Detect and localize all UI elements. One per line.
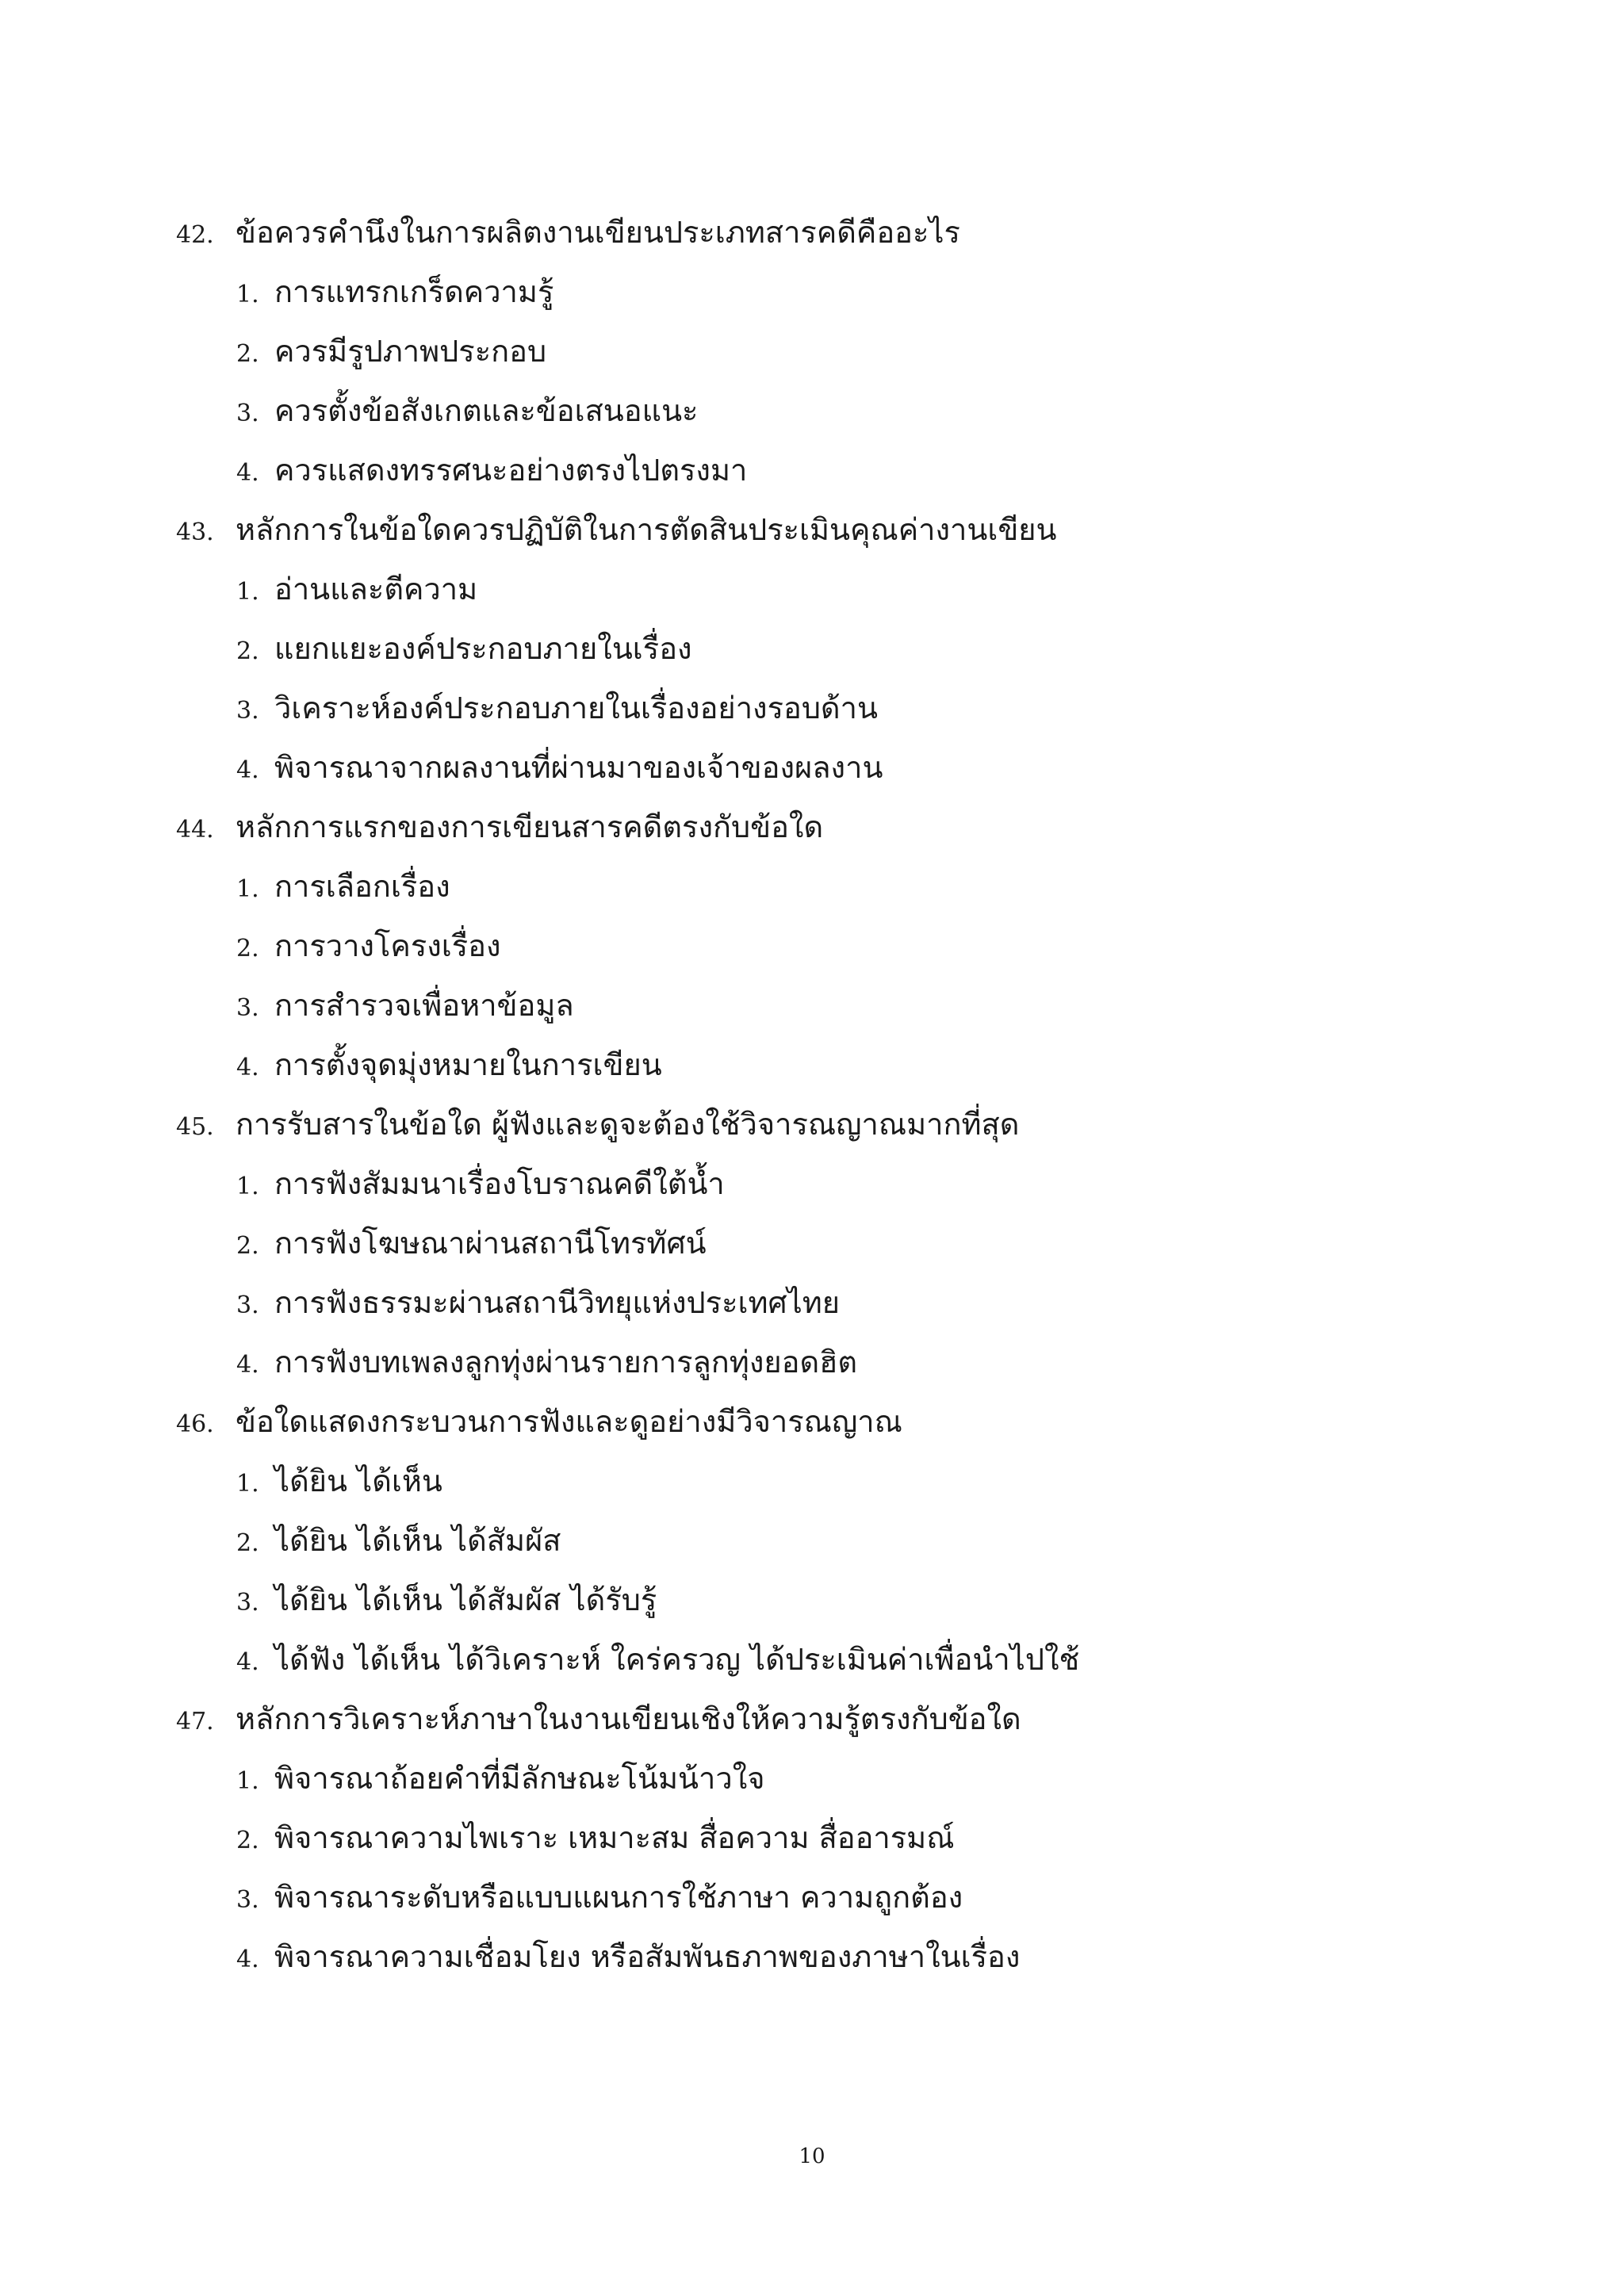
option-text: พิจารณาความเชื่อมโยง หรือสัมพันธภาพของภาษาในเรื่อง <box>274 1939 1021 1974</box>
option-text: การฟังธรรมะผ่านสถานีวิทยุแห่งประเทศไทย <box>274 1285 841 1320</box>
option-item <box>176 916 1540 976</box>
option-item <box>176 1035 1540 1095</box>
option-number: 2. <box>236 1232 259 1260</box>
option-number: 1. <box>236 1767 259 1795</box>
option-number: 2. <box>236 1827 259 1854</box>
question-number: 47. <box>176 1708 214 1735</box>
option-number: 4. <box>236 1648 259 1676</box>
question-number: 42. <box>176 221 214 249</box>
question-stem <box>176 798 1540 857</box>
option-number: 3. <box>236 994 259 1022</box>
option-text: ควรตั้งข้อสังเกตและข้อเสนอแนะ <box>274 393 699 428</box>
option-number: 3. <box>236 1589 259 1617</box>
option-item <box>176 1749 1540 1808</box>
question-45 <box>176 1095 1540 1392</box>
option-text: การฟังบทเพลงลูกทุ่งผ่านรายการลูกทุ่งยอดฮิต <box>274 1345 858 1380</box>
option-number: 1. <box>236 578 259 606</box>
option-item <box>176 679 1540 738</box>
question-stem <box>176 500 1540 560</box>
question-number: 43. <box>176 519 214 546</box>
option-number: 2. <box>236 1529 259 1557</box>
option-text: การฟังสัมมนาเรื่องโบราณคดีใต้น้ำ <box>274 1166 725 1201</box>
option-number: 2. <box>236 637 259 665</box>
question-text: หลักการแรกของการเขียนสารคดีตรงกับข้อใด <box>236 809 824 844</box>
option-number: 4. <box>236 1351 259 1379</box>
option-number: 2. <box>236 340 259 368</box>
option-number: 3. <box>236 1292 259 1319</box>
option-item <box>176 262 1540 322</box>
question-number: 46. <box>176 1410 214 1438</box>
option-item <box>176 1868 1540 1927</box>
option-item <box>176 1273 1540 1333</box>
question-number: 44. <box>176 816 214 844</box>
option-number: 3. <box>236 697 259 725</box>
option-text: พิจารณาความไพเราะ เหมาะสม สื่อความ สื่ออารมณ์ <box>274 1820 955 1855</box>
option-item <box>176 322 1540 381</box>
option-number: 2. <box>236 935 259 962</box>
question-42 <box>176 203 1540 500</box>
option-text: วิเคราะห์องค์ประกอบภายในเรื่องอย่างรอบด้าน <box>274 691 878 725</box>
question-list <box>176 203 1540 1987</box>
option-text: การฟังโฆษณาผ่านสถานีโทรทัศน์ <box>274 1226 707 1261</box>
question-44 <box>176 798 1540 1095</box>
option-text: อ่านและตีความ <box>274 572 478 607</box>
option-text: ได้ยิน ได้เห็น ได้สัมผัส <box>274 1523 561 1558</box>
question-43 <box>176 500 1540 798</box>
question-stem <box>176 1689 1540 1749</box>
question-stem <box>176 1392 1540 1452</box>
option-item <box>176 1927 1540 1987</box>
option-number: 4. <box>236 756 259 784</box>
option-item <box>176 1511 1540 1571</box>
option-number: 1. <box>236 281 259 308</box>
option-number: 4. <box>236 1946 259 1973</box>
option-text: พิจารณาระดับหรือแบบแผนการใช้ภาษา ความถูกต้อง <box>274 1880 963 1915</box>
question-47 <box>176 1689 1540 1987</box>
option-text: ควรมีรูปภาพประกอบ <box>274 334 547 369</box>
option-number: 4. <box>236 459 259 487</box>
option-number: 1. <box>236 875 259 903</box>
option-text: แยกแยะองค์ประกอบภายในเรื่อง <box>274 631 692 666</box>
question-stem <box>176 203 1540 262</box>
option-text: ได้ยิน ได้เห็น ได้สัมผัส ได้รับรู้ <box>274 1582 657 1617</box>
option-text: ได้ยิน ได้เห็น <box>274 1464 442 1498</box>
question-46 <box>176 1392 1540 1689</box>
option-item <box>176 619 1540 679</box>
question-text: การรับสารในข้อใด ผู้ฟังและดูจะต้องใช้วิจารณญาณมากที่สุด <box>236 1107 1020 1142</box>
option-item <box>176 441 1540 500</box>
option-item <box>176 1154 1540 1214</box>
option-item <box>176 857 1540 916</box>
option-text: ได้ฟัง ได้เห็น ได้วิเคราะห์ ใคร่ครวญ ได้ประเมินค่าเพื่อนำไปใช้ <box>274 1642 1080 1677</box>
option-text: ควรแสดงทรรศนะอย่างตรงไปตรงมา <box>274 453 748 488</box>
page-number: 10 <box>799 2145 825 2168</box>
question-number: 45. <box>176 1113 214 1141</box>
question-text: หลักการในข้อใดควรปฏิบัติในการตัดสินประเมินคุณค่างานเขียน <box>236 512 1057 547</box>
option-number: 4. <box>236 1054 259 1081</box>
option-item <box>176 1333 1540 1392</box>
option-item <box>176 560 1540 619</box>
option-number: 3. <box>236 400 259 427</box>
option-text: การสำรวจเพื่อหาข้อมูล <box>274 988 574 1023</box>
option-text: พิจารณาถ้อยคำที่มีลักษณะโน้มน้าวใจ <box>274 1761 765 1796</box>
option-item <box>176 381 1540 441</box>
option-item <box>176 1630 1540 1689</box>
option-item <box>176 738 1540 798</box>
option-text: การแทรกเกร็ดความรู้ <box>274 274 554 309</box>
option-item <box>176 1452 1540 1511</box>
question-text: หลักการวิเคราะห์ภาษาในงานเขียนเชิงให้ความรู้ตรงกับข้อใด <box>236 1701 1021 1736</box>
option-text: การตั้งจุดมุ่งหมายในการเขียน <box>274 1047 662 1082</box>
option-item <box>176 1571 1540 1630</box>
option-text: การเลือกเรื่อง <box>274 869 450 904</box>
question-text: ข้อใดแสดงกระบวนการฟังและดูอย่างมีวิจารณญาณ <box>236 1404 902 1439</box>
question-text: ข้อควรคำนึงในการผลิตงานเขียนประเภทสารคดีคืออะไร <box>236 215 960 250</box>
option-item <box>176 976 1540 1035</box>
option-text: การวางโครงเรื่อง <box>274 928 501 963</box>
option-number: 1. <box>236 1470 259 1498</box>
option-number: 1. <box>236 1173 259 1200</box>
option-item <box>176 1214 1540 1273</box>
option-item <box>176 1808 1540 1868</box>
option-text: พิจารณาจากผลงานที่ผ่านมาของเจ้าของผลงาน <box>274 750 883 785</box>
question-stem <box>176 1095 1540 1154</box>
option-number: 3. <box>236 1886 259 1914</box>
